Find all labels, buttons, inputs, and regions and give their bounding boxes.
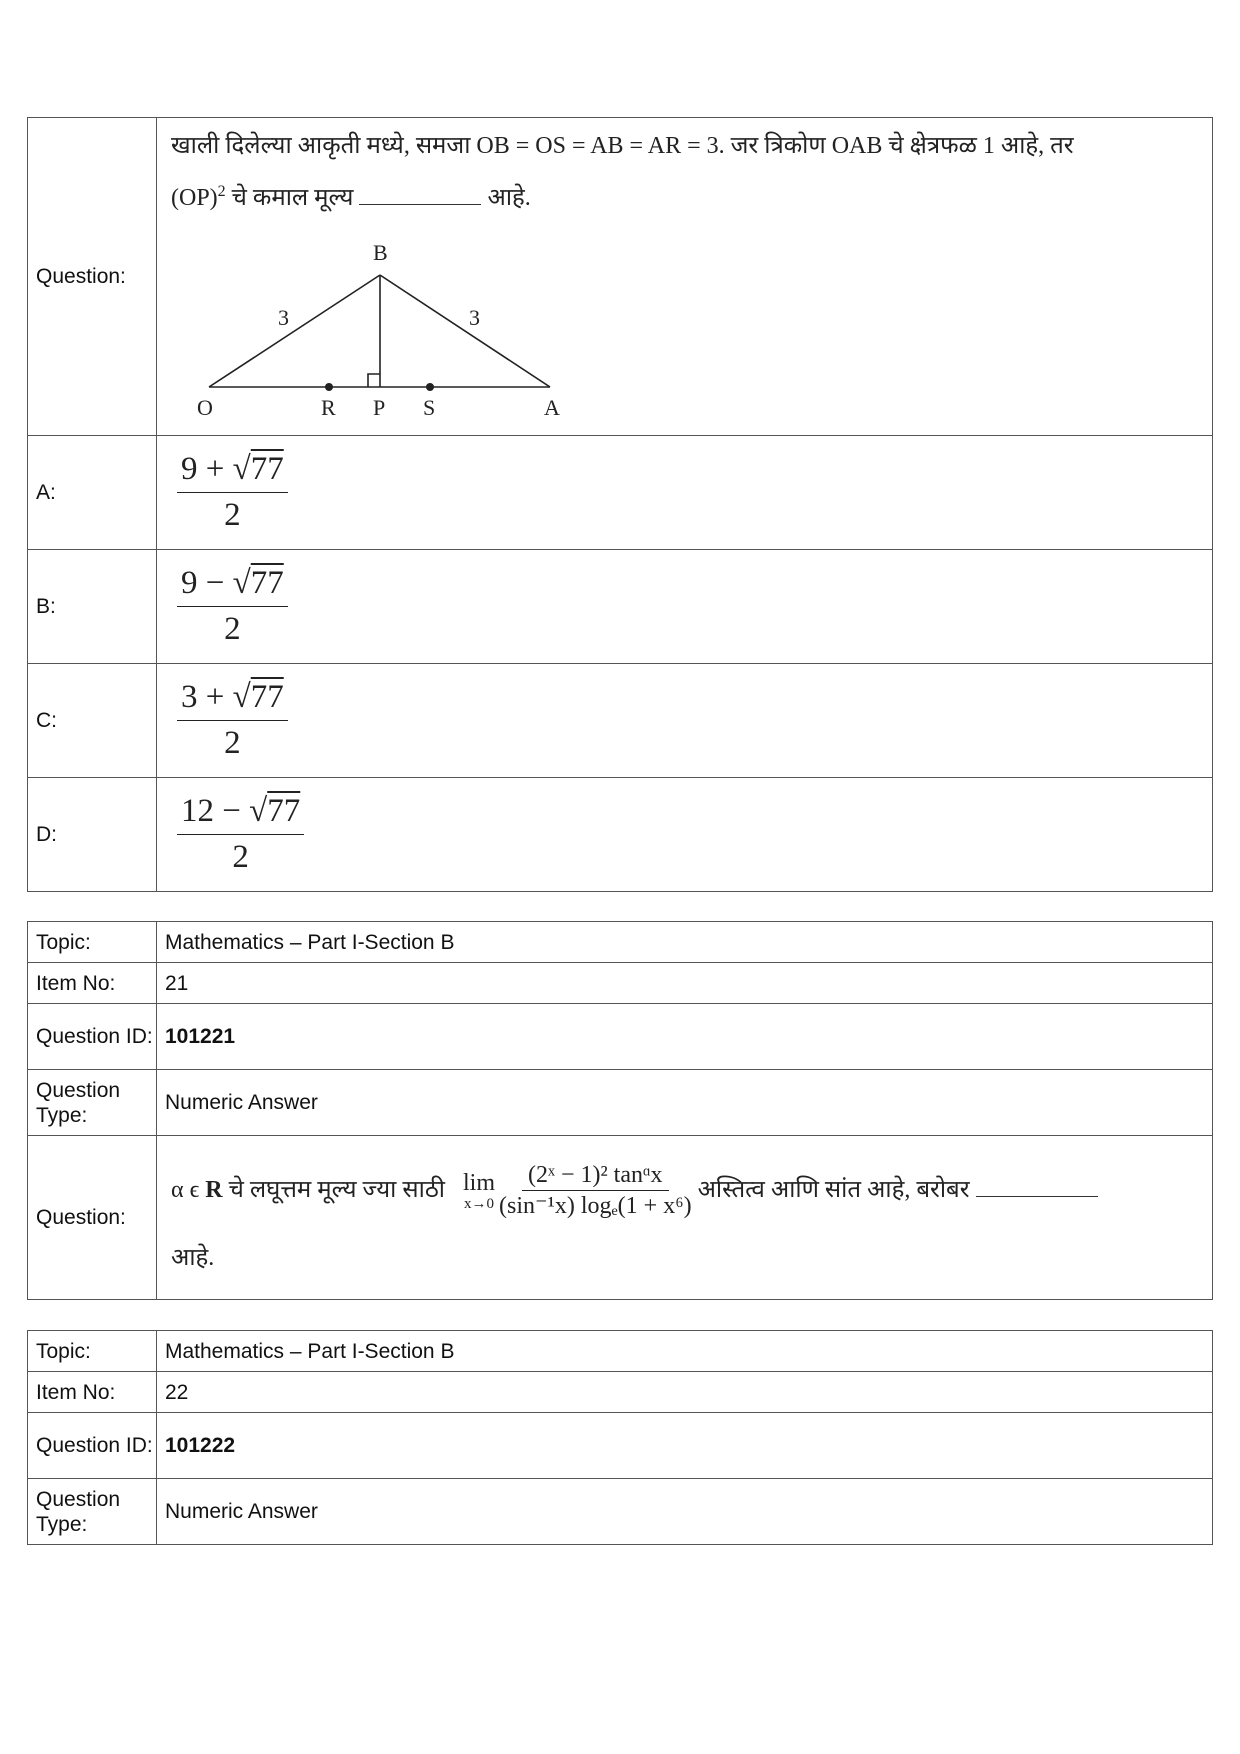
limit-operator: [463, 1170, 495, 1212]
sqrt-sign: √: [232, 565, 251, 601]
label-R: R: [321, 395, 336, 420]
topic-label: Topic:: [28, 1331, 157, 1372]
label-A: A: [544, 395, 560, 420]
question-type-value: Numeric Answer: [157, 1070, 1213, 1136]
topic-row: [28, 922, 1213, 963]
side-AB: [380, 275, 550, 387]
question-22-table: [27, 1330, 1213, 1545]
option-c-denominator: 2: [224, 725, 241, 761]
limit-numerator: (2ˣ − 1)² tanᵅx: [522, 1160, 669, 1191]
question-id-value: 101221: [157, 1004, 1213, 1070]
real-set-symbol: R: [205, 1176, 223, 1203]
option-c-numerator: 3 +: [181, 679, 233, 715]
option-c-radicand: 77: [250, 679, 284, 715]
question-id-label: Question ID:: [28, 1004, 157, 1070]
right-angle-mark: [368, 374, 380, 387]
topic-value: Mathematics – Part I-Section B: [157, 922, 1213, 963]
question-id-label: Question ID:: [28, 1413, 157, 1479]
option-c-fraction: [177, 678, 288, 763]
op-term: (OP): [171, 185, 218, 211]
question-type-value: Numeric Answer: [157, 1479, 1213, 1545]
question-label: Question:: [28, 118, 157, 436]
option-row-c: [28, 664, 1213, 778]
topic-row: [28, 1331, 1213, 1372]
option-b-label: B:: [28, 550, 157, 664]
option-d-radicand: 77: [267, 793, 301, 829]
question-id-row: [28, 1004, 1213, 1070]
option-row-a: [28, 436, 1213, 550]
question-type-row: [28, 1479, 1213, 1545]
question-cell: [157, 1136, 1213, 1300]
label-B: B: [373, 240, 388, 265]
item-row: [28, 963, 1213, 1004]
option-d-numerator: 12 −: [181, 793, 250, 829]
option-a-numerator: 9 +: [181, 451, 233, 487]
lim-text: lim: [462, 1169, 495, 1196]
question-cell: [157, 118, 1213, 436]
question-text-mid: चे लघूत्तम मूल्य ज्या साठी: [222, 1176, 445, 1203]
option-row-d: [28, 778, 1213, 892]
side-OB: [209, 275, 380, 387]
option-row-b: [28, 550, 1213, 664]
question-type-label: Question Type:: [28, 1479, 157, 1545]
question-text-post: अस्तित्व आणि सांत आहे, बरोबर: [691, 1176, 976, 1203]
option-d-fraction: [177, 792, 304, 877]
triangle-figure: [167, 226, 587, 436]
question-type-row: [28, 1070, 1213, 1136]
option-a-radicand: 77: [250, 451, 284, 487]
question-21-table: [27, 921, 1213, 1300]
sqrt-sign: √: [232, 679, 251, 715]
point-R: [325, 383, 333, 391]
question-text-end: आहे.: [171, 1244, 215, 1271]
option-a-label: A:: [28, 436, 157, 550]
option-a-fraction: [177, 450, 288, 535]
op-exponent: 2: [217, 183, 226, 200]
answer-blank: [359, 184, 481, 205]
item-label: Item No:: [28, 963, 157, 1004]
option-d-denominator: 2: [232, 839, 249, 875]
label-side-AB: 3: [469, 305, 480, 330]
option-b-value: [157, 550, 1213, 664]
question-text-line2: [171, 168, 1212, 222]
question-text-end: आहे.: [481, 185, 531, 211]
label-side-OB: 3: [278, 305, 289, 330]
question-label: Question:: [28, 1136, 157, 1300]
item-label: Item No:: [28, 1372, 157, 1413]
option-b-denominator: 2: [224, 611, 241, 647]
label-O: O: [197, 395, 213, 420]
topic-value: Mathematics – Part I-Section B: [157, 1331, 1213, 1372]
sqrt-sign: √: [232, 451, 251, 487]
limit-fraction: [499, 1160, 692, 1221]
question-id-row: [28, 1413, 1213, 1479]
question-type-label: Question Type:: [28, 1070, 157, 1136]
limit-denominator: (sin⁻¹x) logₑ(1 + x⁶): [499, 1193, 692, 1220]
question-row: [28, 118, 1213, 436]
alpha-term: α ϵ: [171, 1176, 206, 1203]
option-c-value: [157, 664, 1213, 778]
item-value: 21: [157, 963, 1213, 1004]
question-row: [28, 1136, 1213, 1300]
option-a-value: [157, 436, 1213, 550]
question-text-line1: [171, 1158, 1212, 1222]
question-text-line1: खाली दिलेल्या आकृती मध्ये, समजा OB = OS = AB = AR = 3. जर त्रिकोण OAB चे क्षेत्रफळ 1 आहे, तर: [171, 133, 1074, 159]
answer-blank: [976, 1176, 1098, 1197]
item-value: 22: [157, 1372, 1213, 1413]
topic-label: Topic:: [28, 922, 157, 963]
question-id-value: 101222: [157, 1413, 1213, 1479]
option-b-numerator: 9 −: [181, 565, 233, 601]
option-d-value: [157, 778, 1213, 892]
option-b-radicand: 77: [250, 565, 284, 601]
sqrt-sign: √: [249, 793, 268, 829]
option-c-label: C:: [28, 664, 157, 778]
option-a-denominator: 2: [224, 497, 241, 533]
question-20-table: [27, 117, 1213, 892]
item-row: [28, 1372, 1213, 1413]
point-S: [426, 383, 434, 391]
lim-subscript: x→0: [463, 1195, 494, 1212]
question-text-mid: चे कमाल मूल्य: [225, 185, 360, 211]
label-P: P: [373, 395, 386, 420]
option-d-label: D:: [28, 778, 157, 892]
option-b-fraction: [177, 564, 288, 649]
label-S: S: [423, 395, 436, 420]
